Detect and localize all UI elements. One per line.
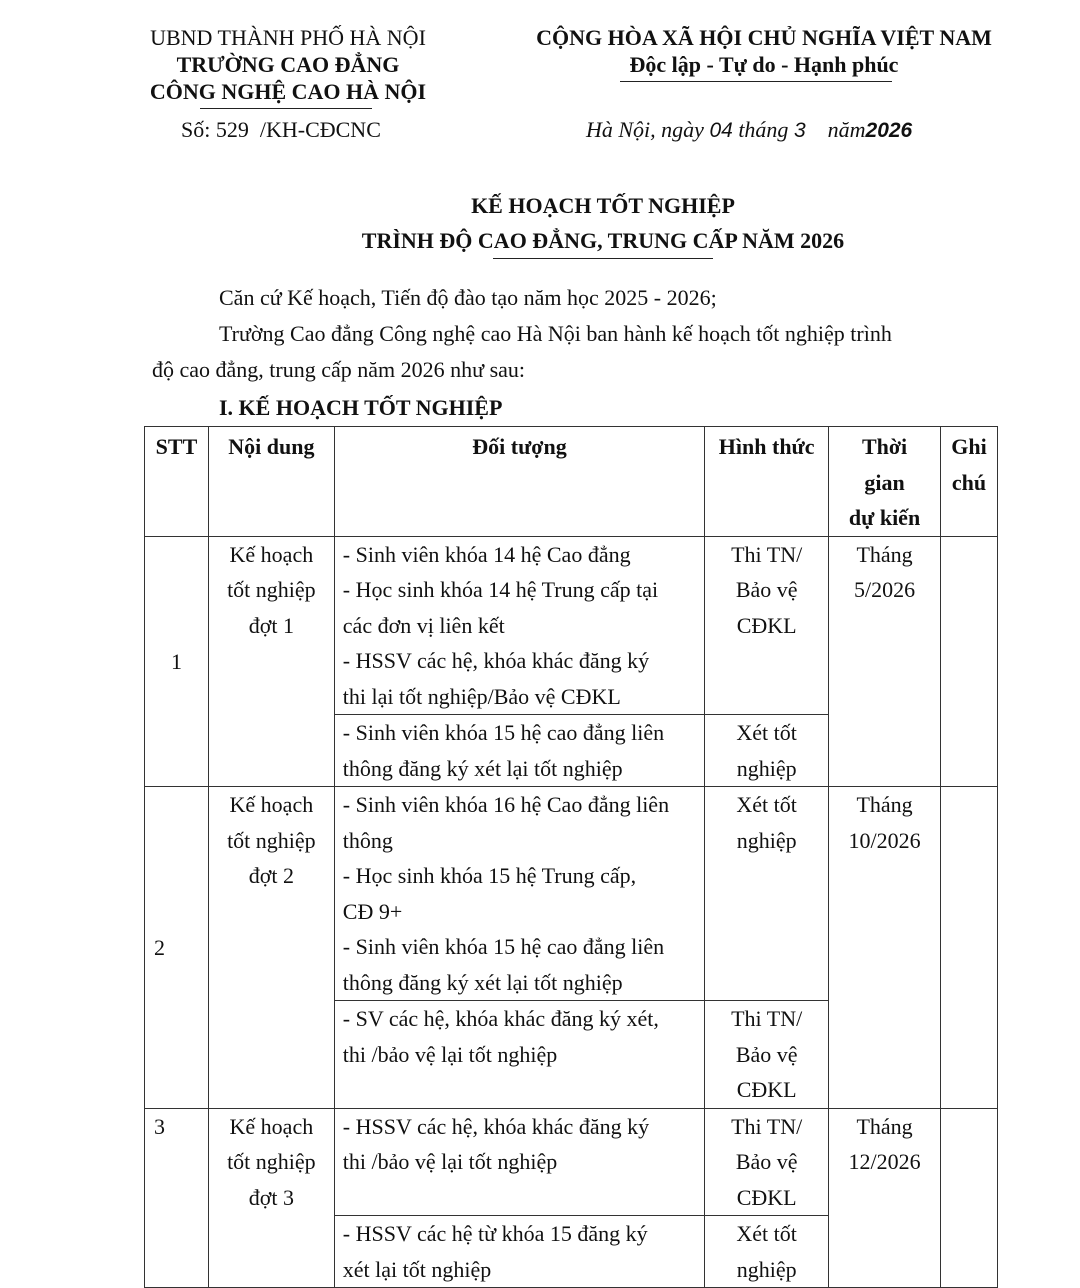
- row-note: [941, 1108, 998, 1288]
- row-stt: 3: [145, 1108, 209, 1288]
- paragraph-intro-line2: độ cao đẳng, trung cấp năm 2026 như sau:: [152, 357, 526, 382]
- header-time: Thời gian dự kiến: [829, 427, 941, 537]
- national-title: CỘNG HÒA XÃ HỘI CHỦ NGHĨA VIỆT NAM: [536, 25, 992, 50]
- row-form: Xét tốt nghiệp: [705, 787, 829, 1001]
- paragraph-basis: Căn cứ Kế hoạch, Tiến độ đào tạo năm học 2025 - 2026;: [219, 285, 717, 310]
- row-target: - Sinh viên khóa 16 hệ Cao đẳng liên thông - Học sinh khóa 15 hệ Trung cấp, CĐ 9+ - Sinh viên khóa 15 hệ cao đẳng liên thông đăng ký xét lại tốt nghiệp: [334, 787, 704, 1001]
- row-time: Tháng 10/2026: [829, 787, 941, 1109]
- row-form: Thi TN/ Bảo vệ CĐKL: [705, 536, 829, 715]
- document-title: KẾ HOẠCH TỐT NGHIỆP: [471, 193, 735, 218]
- issuer-name-line2: CÔNG NGHỆ CAO HÀ NỘI: [149, 79, 427, 104]
- title-underline: [493, 258, 713, 259]
- row-content: Kế hoạch tốt nghiệp đợt 3: [208, 1108, 334, 1288]
- row-form: Thi TN/ Bảo vệ CĐKL: [705, 1108, 829, 1216]
- row-time: Tháng 12/2026: [829, 1108, 941, 1288]
- row-target: - HSSV các hệ, khóa khác đăng ký thi /bảo vệ lại tốt nghiệp: [334, 1108, 704, 1216]
- header-note: Ghi chú: [941, 427, 998, 537]
- row-content: Kế hoạch tốt nghiệp đợt 2: [208, 787, 334, 1109]
- header-form: Hình thức: [705, 427, 829, 537]
- row-note: [941, 536, 998, 787]
- row-form: Xét tốt nghiệp: [705, 1216, 829, 1288]
- row-target: - Sinh viên khóa 14 hệ Cao đẳng - Học sinh khóa 14 hệ Trung cấp tại các đơn vị liên kết - HSSV các hệ, khóa khác đăng ký thi lại tốt nghiệp/Bảo vệ CĐKL: [334, 536, 704, 715]
- row-target: - HSSV các hệ từ khóa 15 đăng ký xét lại tốt nghiệp: [334, 1216, 704, 1288]
- row-stt: 1: [145, 536, 209, 787]
- row-form: Thi TN/ Bảo vệ CĐKL: [705, 1001, 829, 1109]
- table-row: [145, 1108, 998, 1216]
- row-note: [941, 787, 998, 1109]
- issuer-underline: [200, 108, 372, 109]
- issuer-name-line1: TRƯỜNG CAO ĐẲNG: [176, 52, 400, 77]
- row-target: - SV các hệ, khóa khác đăng ký xét, thi /bảo vệ lại tốt nghiệp: [334, 1001, 704, 1109]
- header-stt: STT: [145, 427, 209, 537]
- header-target: Đối tượng: [334, 427, 704, 537]
- table-header-row: [145, 427, 998, 537]
- row-stt: 2: [145, 787, 209, 1109]
- table-row: [145, 787, 998, 1001]
- motto-underline: [620, 81, 892, 82]
- row-content: Kế hoạch tốt nghiệp đợt 1: [208, 536, 334, 787]
- document-number: Số: 529 /KH-CĐCNC: [181, 117, 381, 142]
- issue-date: Hà Nội, ngày 04 tháng 3 năm2026: [586, 117, 913, 142]
- issuer-parent: UBND THÀNH PHỐ HÀ NỘI: [150, 25, 426, 50]
- row-time: Tháng 5/2026: [829, 536, 941, 787]
- table-row: [145, 536, 998, 715]
- national-motto: Độc lập - Tự do - Hạnh phúc: [629, 52, 899, 77]
- graduation-plan-table: [144, 426, 998, 1288]
- header-content: Nội dung: [208, 427, 334, 537]
- row-form: Xét tốt nghiệp: [705, 715, 829, 787]
- section-title: I. KẾ HOẠCH TỐT NGHIỆP: [219, 395, 503, 420]
- paragraph-intro-line1: Trường Cao đẳng Công nghệ cao Hà Nội ban hành kế hoạch tốt nghiệp trình: [219, 321, 892, 346]
- row-target: - Sinh viên khóa 15 hệ cao đẳng liên thông đăng ký xét lại tốt nghiệp: [334, 715, 704, 787]
- document-subtitle: TRÌNH ĐỘ CAO ĐẲNG, TRUNG CẤP NĂM 2026: [361, 228, 845, 253]
